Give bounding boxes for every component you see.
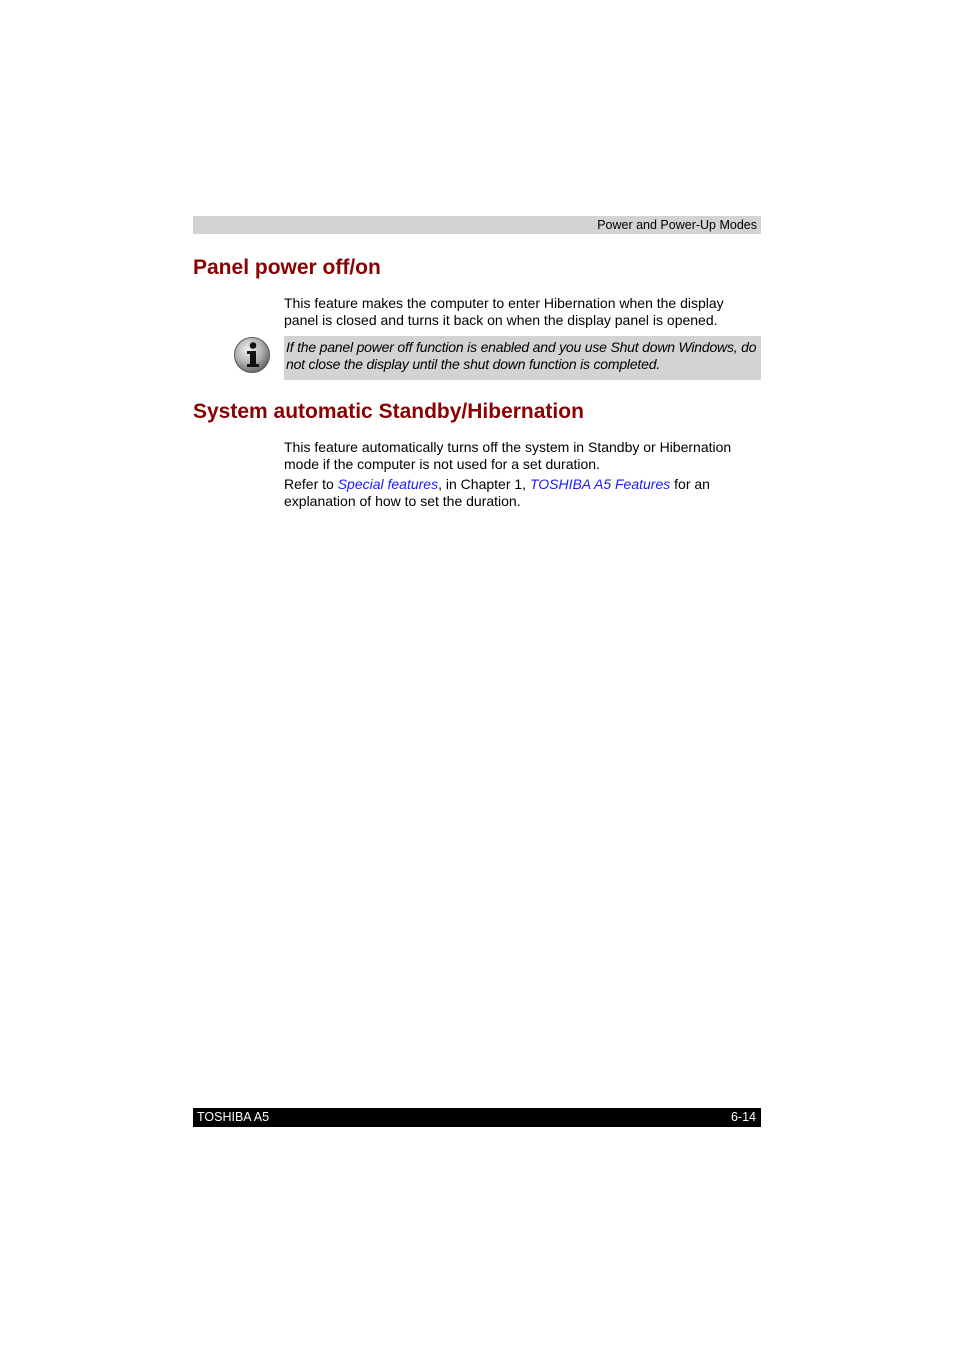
running-footer xyxy=(193,1108,761,1127)
note-box xyxy=(284,336,761,380)
chapter-title: Power and Power-Up Modes xyxy=(597,218,757,232)
panel-power-paragraph: This feature makes the computer to enter Hibernation when the display panel is closed and turns it back on when the display panel is opened. xyxy=(284,295,724,328)
note-text: If the panel power off function is enabled and you use Shut down Windows, do not close the display until the shut down function is completed. xyxy=(286,339,757,372)
refer-prefix: Refer to xyxy=(284,476,338,492)
section-title-standby: System automatic Standby/Hibernation xyxy=(193,400,584,423)
section-title-panel-power: Panel power off/on xyxy=(193,256,381,279)
toshiba-features-link[interactable]: TOSHIBA A5 Features xyxy=(529,476,671,492)
refer-suffix: for an explanation of how to set the duration. xyxy=(284,476,710,509)
running-header xyxy=(193,216,761,234)
special-features-link[interactable]: Special features xyxy=(337,476,439,492)
info-icon xyxy=(233,336,271,374)
footer-product: TOSHIBA A5 xyxy=(197,1110,270,1124)
refer-middle: , in Chapter 1, xyxy=(438,476,530,492)
refer-paragraph xyxy=(284,476,761,509)
standby-paragraph: This feature automatically turns off the system in Standby or Hibernation mode if the computer is not used for a set duration. xyxy=(284,439,732,472)
footer-page-number: 6-14 xyxy=(730,1110,756,1124)
